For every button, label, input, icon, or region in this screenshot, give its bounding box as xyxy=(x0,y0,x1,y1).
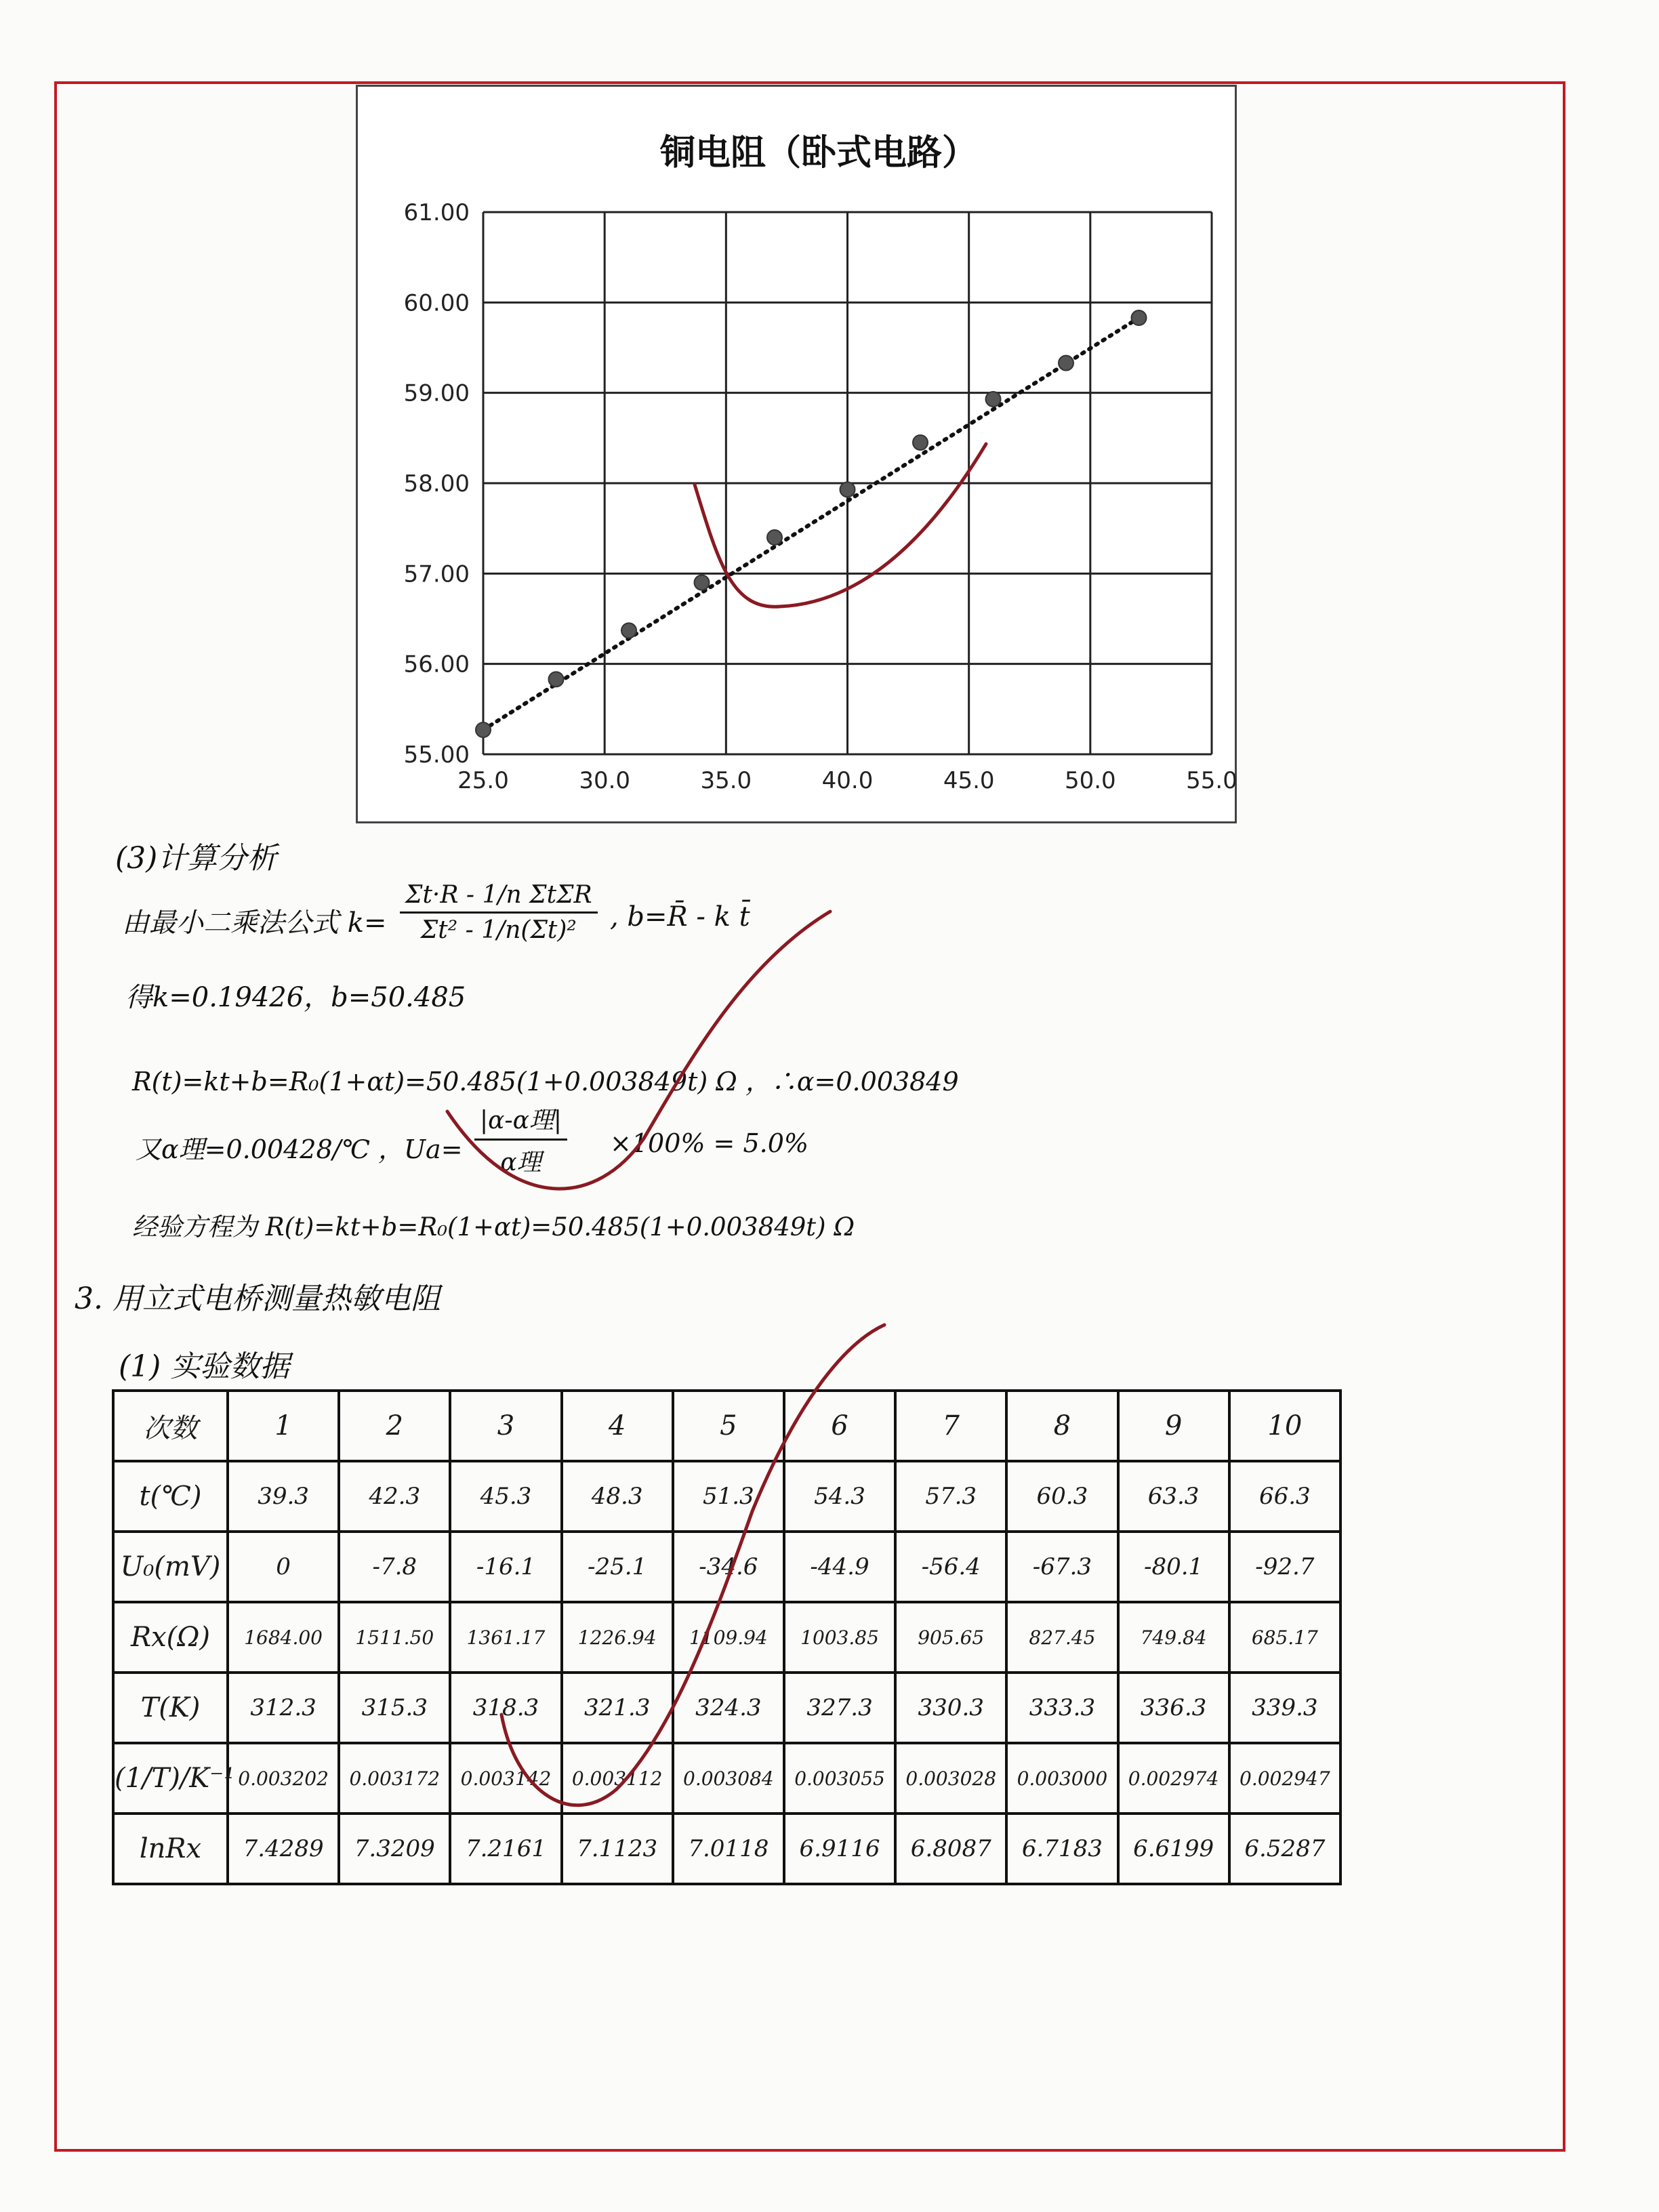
table-cell: 6.8087 xyxy=(895,1814,1006,1884)
table-row-inverse-t xyxy=(113,1743,1340,1814)
data-point xyxy=(1132,310,1147,325)
table-cell: 1226.94 xyxy=(562,1602,673,1673)
data-point xyxy=(913,435,928,450)
table-cell: 0.003000 xyxy=(1006,1743,1118,1814)
table-cell: 54.3 xyxy=(784,1461,895,1532)
table-cell: 6 xyxy=(784,1391,895,1461)
empirical-equation: 经验方程为 R(t)=kt+b=R₀(1+αt)=50.485(1+0.003849t) Ω xyxy=(132,1212,855,1242)
table-cell: 66.3 xyxy=(1229,1461,1340,1532)
table-cell: 1361.17 xyxy=(450,1602,561,1673)
table-cell: 0.003142 xyxy=(450,1743,561,1814)
x-tick-label: 55.0 xyxy=(1186,767,1237,794)
row-label: lnRx xyxy=(113,1814,228,1884)
table-cell: 7.2161 xyxy=(450,1814,561,1884)
table-cell: 57.3 xyxy=(895,1461,1006,1532)
table-cell: 1684.00 xyxy=(228,1602,339,1673)
table-cell: 336.3 xyxy=(1118,1673,1229,1743)
row-label: T(K) xyxy=(113,1673,228,1743)
y-tick-label: 59.00 xyxy=(403,380,470,407)
table-cell: 0.003028 xyxy=(895,1743,1006,1814)
y-tick-label: 61.00 xyxy=(403,199,470,226)
table-cell: 9 xyxy=(1118,1391,1229,1461)
table-cell: 1 xyxy=(228,1391,339,1461)
table-row-index xyxy=(113,1391,1340,1461)
x-tick-label: 40.0 xyxy=(821,767,874,794)
table-cell: 312.3 xyxy=(228,1673,339,1743)
y-tick-label: 57.00 xyxy=(403,560,470,588)
y-tick-label: 55.00 xyxy=(403,741,470,769)
table-cell: 315.3 xyxy=(339,1673,450,1743)
formula-b: , b=R̄ - k t̄ xyxy=(610,901,750,933)
table-cell: -80.1 xyxy=(1118,1532,1229,1602)
chart-points xyxy=(476,310,1147,737)
formula-prefix: 由最小二乘法公式 k= xyxy=(122,907,387,939)
table-cell: 0.003202 xyxy=(228,1743,339,1814)
section3-subheading: (1) 实验数据 xyxy=(119,1349,290,1384)
table-cell: -7.8 xyxy=(339,1532,450,1602)
data-point xyxy=(1059,356,1073,371)
table-cell: -16.1 xyxy=(450,1532,561,1602)
x-tick-label: 35.0 xyxy=(700,767,752,794)
table-row-temperature-k xyxy=(113,1673,1340,1743)
ua-result: ×100% = 5.0% xyxy=(610,1128,809,1158)
table-cell: 63.3 xyxy=(1118,1461,1229,1532)
chart-panel xyxy=(356,85,1237,823)
table-cell: 10 xyxy=(1229,1391,1340,1461)
table-cell: 749.84 xyxy=(1118,1602,1229,1673)
table-cell: 0.003172 xyxy=(339,1743,450,1814)
table-cell: -92.7 xyxy=(1229,1532,1340,1602)
data-point xyxy=(767,530,782,545)
table-cell: 3 xyxy=(450,1391,561,1461)
experiment-data-table xyxy=(112,1389,1342,1885)
y-tick-label: 58.00 xyxy=(403,470,470,497)
table-cell: -44.9 xyxy=(784,1532,895,1602)
table-cell: 7.3209 xyxy=(339,1814,450,1884)
table-cell: -56.4 xyxy=(895,1532,1006,1602)
row-label: U₀(mV) xyxy=(113,1532,228,1602)
table-cell: -67.3 xyxy=(1006,1532,1118,1602)
table-cell: 2 xyxy=(339,1391,450,1461)
table-cell: 39.3 xyxy=(228,1461,339,1532)
table-cell: 7 xyxy=(895,1391,1006,1461)
table-cell: 45.3 xyxy=(450,1461,561,1532)
table-cell: 6.6199 xyxy=(1118,1814,1229,1884)
data-point xyxy=(986,392,1001,407)
table-row-resistance xyxy=(113,1602,1340,1673)
row-label: 次数 xyxy=(113,1391,228,1461)
data-point xyxy=(476,722,491,737)
table-cell: 0.003055 xyxy=(784,1743,895,1814)
y-tick-label: 56.00 xyxy=(403,651,470,678)
calc-heading: (3)计算分析 xyxy=(115,841,277,876)
table-cell: 6.9116 xyxy=(784,1814,895,1884)
table-cell: 905.65 xyxy=(895,1602,1006,1673)
table-cell: 48.3 xyxy=(562,1461,673,1532)
x-tick-label: 30.0 xyxy=(579,767,631,794)
table-cell: 8 xyxy=(1006,1391,1118,1461)
table-cell: 1511.50 xyxy=(339,1602,450,1673)
table-cell: 5 xyxy=(673,1391,784,1461)
data-point xyxy=(695,575,710,590)
table-cell: -34.6 xyxy=(673,1532,784,1602)
ua-fraction xyxy=(474,1101,567,1178)
chart-trendline-group xyxy=(483,318,1139,730)
ua-denominator: α理 xyxy=(500,1149,541,1176)
table-cell: 7.4289 xyxy=(228,1814,339,1884)
table-cell: 6.7183 xyxy=(1006,1814,1118,1884)
table-row-voltage xyxy=(113,1532,1340,1602)
table-cell: 330.3 xyxy=(895,1673,1006,1743)
table-cell: 339.3 xyxy=(1229,1673,1340,1743)
table-cell: 827.45 xyxy=(1006,1602,1118,1673)
formula-numerator: Σt·R - 1/n ΣtΣR xyxy=(400,881,598,914)
rt-equation: R(t)=kt+b=R₀(1+αt)=50.485(1+0.003849t) Ω ，∴α=0.003849 xyxy=(132,1067,959,1097)
table-cell: 0.003084 xyxy=(673,1743,784,1814)
table-cell: 7.1123 xyxy=(562,1814,673,1884)
chart-title: 铜电阻（卧式电路） xyxy=(659,133,978,173)
table-cell: 318.3 xyxy=(450,1673,561,1743)
table-cell: 685.17 xyxy=(1229,1602,1340,1673)
chart-axes xyxy=(404,199,1237,794)
x-tick-label: 45.0 xyxy=(943,767,995,794)
data-point xyxy=(621,623,636,638)
table-cell: 42.3 xyxy=(339,1461,450,1532)
row-label: (1/T)/K⁻¹ xyxy=(113,1743,228,1814)
table-cell: 0.002947 xyxy=(1229,1743,1340,1814)
x-tick-label: 50.0 xyxy=(1064,767,1116,794)
table-cell: 4 xyxy=(562,1391,673,1461)
table-cell: 0.003112 xyxy=(562,1743,673,1814)
table-cell: 60.3 xyxy=(1006,1461,1118,1532)
table-cell: 1109.94 xyxy=(673,1602,784,1673)
row-label: t(℃) xyxy=(113,1461,228,1532)
table-cell: 7.0118 xyxy=(673,1814,784,1884)
data-point xyxy=(840,482,855,497)
table-row-temperature-c xyxy=(113,1461,1340,1532)
table-cell: 0.002974 xyxy=(1118,1743,1229,1814)
scatter-chart xyxy=(358,87,1239,825)
table-cell: -25.1 xyxy=(562,1532,673,1602)
y-tick-label: 60.00 xyxy=(403,289,470,317)
table-cell: 6.5287 xyxy=(1229,1814,1340,1884)
formula-k-fraction xyxy=(400,881,598,944)
table-cell: 0 xyxy=(228,1532,339,1602)
alpha-theory: 又α理=0.00428/℃ ，Ua= xyxy=(136,1134,463,1164)
chart-trendline xyxy=(483,318,1139,730)
regression-result: 得k=0.19426，b=50.485 xyxy=(125,982,466,1013)
x-tick-label: 25.0 xyxy=(457,767,509,794)
formula-denominator: Σt² - 1/n(Σt)² xyxy=(420,916,577,944)
table-cell: 1003.85 xyxy=(784,1602,895,1673)
table-cell: 333.3 xyxy=(1006,1673,1118,1743)
row-label: Rx(Ω) xyxy=(113,1602,228,1673)
table-cell: 321.3 xyxy=(562,1673,673,1743)
table-row-ln-rx xyxy=(113,1814,1340,1884)
ua-numerator: |α-α理| xyxy=(474,1101,567,1141)
table-cell: 327.3 xyxy=(784,1673,895,1743)
data-point xyxy=(549,672,564,687)
table-cell: 51.3 xyxy=(673,1461,784,1532)
table-cell: 324.3 xyxy=(673,1673,784,1743)
section3-heading: 3. 用立式电桥测量热敏电阻 xyxy=(75,1282,441,1316)
